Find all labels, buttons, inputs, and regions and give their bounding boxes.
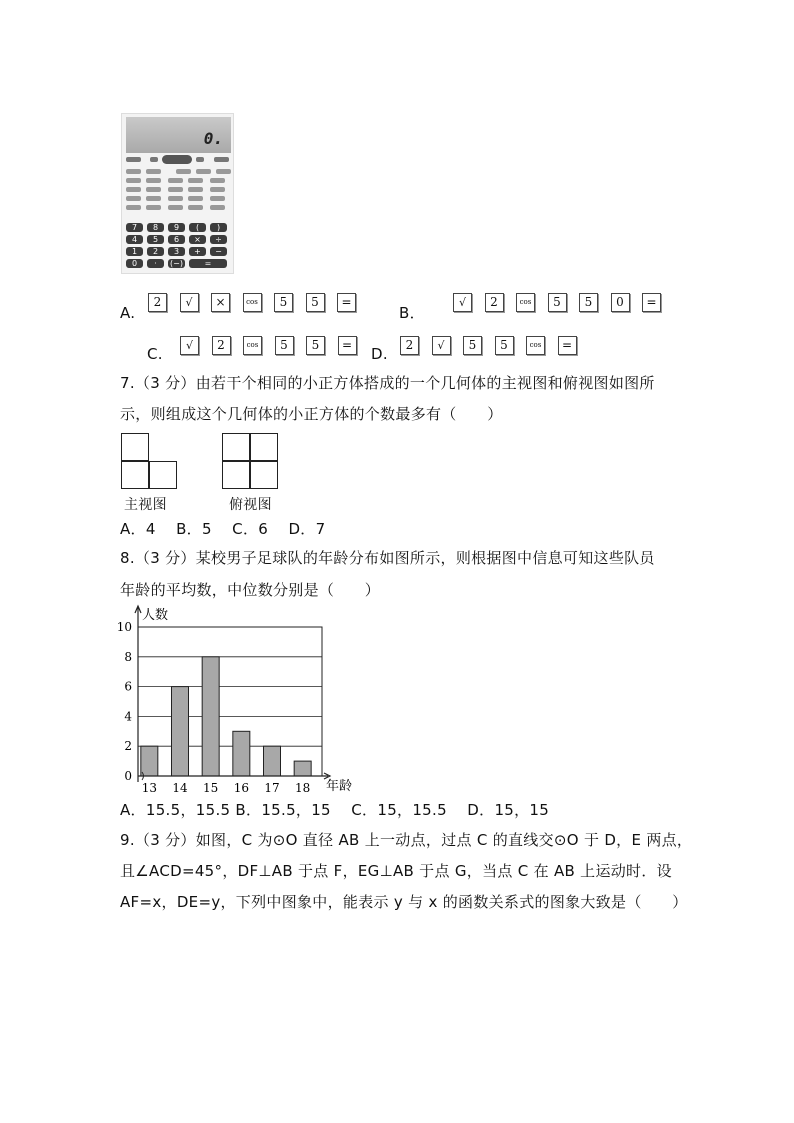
calculator-key: 2 bbox=[147, 247, 164, 256]
calculator-key: ÷ bbox=[210, 235, 227, 244]
chart-y-ticks bbox=[117, 620, 133, 783]
digit-2-key: 2 bbox=[400, 336, 419, 355]
digit-5-key: 5 bbox=[274, 293, 293, 312]
calculator-key: 4 bbox=[126, 235, 143, 244]
q9-line1: 9.（3 分）如图，C 为⊙O 直径 AB 上一动点，过点 C 的直线交⊙O 于 D，E 两点， bbox=[120, 831, 693, 849]
calculator-key: 7 bbox=[126, 223, 143, 232]
q9-line2: 且∠ACD=45°，DF⊥AB 于点 F，EG⊥AB 于点 G，当点 C 在 AB 上运动时．设 bbox=[120, 862, 672, 880]
equals-key: = bbox=[338, 336, 357, 355]
y-tick-label: 6 bbox=[124, 679, 132, 694]
digit-5-key: 5 bbox=[579, 293, 598, 312]
y-tick-label: 8 bbox=[124, 649, 132, 664]
y-tick-label: 10 bbox=[116, 620, 132, 634]
equals-key: = bbox=[558, 336, 577, 355]
calculator-key: − bbox=[210, 247, 227, 256]
calculator-key: · bbox=[147, 259, 164, 268]
q7-stem-line1: 7.（3 分）由若干个相同的小正方体搭成的一个几何体的主视图和俯视图如图所 bbox=[120, 374, 655, 392]
digit-5-key: 5 bbox=[548, 293, 567, 312]
bar bbox=[264, 746, 281, 776]
calculator-function-row bbox=[126, 157, 231, 163]
digit-5-key: 5 bbox=[463, 336, 482, 355]
q9-line3: AF=x，DE=y，下列中图象中，能表示 y 与 x 的函数关系式的图象大致是（ ） bbox=[120, 893, 688, 911]
q6-option-d-label: D. bbox=[371, 345, 388, 363]
cos-key: cos bbox=[243, 336, 262, 355]
calculator-image bbox=[121, 113, 234, 274]
digit-5-key: 5 bbox=[306, 336, 325, 355]
cos-key: cos bbox=[243, 293, 262, 312]
sqrt-key: √ bbox=[180, 293, 199, 312]
chart-x-ticks bbox=[142, 781, 311, 795]
digit-5-key: 5 bbox=[306, 293, 325, 312]
q6-option-c-label: C. bbox=[147, 345, 163, 363]
calculator-key: 5 bbox=[147, 235, 164, 244]
q8-options: A．15.5，15.5 B．15.5，15 C．15，15.5 D．15，15 bbox=[120, 801, 550, 819]
age-bar-chart bbox=[112, 604, 362, 796]
q7-front-view-label: 主视图 bbox=[124, 497, 167, 513]
multiply-key: × bbox=[211, 293, 230, 312]
bar bbox=[202, 657, 219, 776]
calculator-key: (−) bbox=[168, 259, 185, 268]
digit-5-key: 5 bbox=[275, 336, 294, 355]
equals-key: = bbox=[642, 293, 661, 312]
equals-key: = bbox=[337, 293, 356, 312]
plot-frame bbox=[138, 627, 322, 776]
sqrt-key: √ bbox=[180, 336, 199, 355]
digit-2-key: 2 bbox=[485, 293, 504, 312]
calculator-key: 8 bbox=[147, 223, 164, 232]
calculator-display: 0. bbox=[203, 129, 223, 148]
bar bbox=[233, 731, 250, 776]
bar bbox=[294, 761, 311, 776]
bar bbox=[172, 687, 189, 776]
q6-option-b-label: B． bbox=[399, 304, 425, 322]
y-axis-label: 人数 bbox=[142, 608, 169, 623]
calculator-screen bbox=[126, 117, 231, 153]
x-tick-label: 17 bbox=[264, 781, 280, 795]
x-axis-label: 年龄 bbox=[326, 779, 353, 794]
calculator-key: × bbox=[189, 235, 206, 244]
digit-2-key: 2 bbox=[148, 293, 167, 312]
x-tick-label: 16 bbox=[233, 781, 249, 795]
calculator-key: ) bbox=[210, 223, 227, 232]
chart-grid bbox=[138, 627, 322, 776]
calculator-key: + bbox=[189, 247, 206, 256]
digit-0-key: 0 bbox=[611, 293, 630, 312]
calculator-key: 6 bbox=[168, 235, 185, 244]
x-tick-label: 13 bbox=[141, 781, 157, 795]
bar bbox=[141, 746, 158, 776]
calculator-key: 9 bbox=[168, 223, 185, 232]
q8-stem-line2: 年龄的平均数，中位数分别是（ ） bbox=[120, 581, 381, 599]
x-tick-label: 18 bbox=[295, 781, 311, 795]
x-tick-label: 14 bbox=[172, 781, 188, 795]
calculator-key: = bbox=[189, 259, 227, 268]
q7-stem-line2: 示，则组成这个几何体的小正方体的个数最多有（ ） bbox=[120, 405, 503, 423]
sqrt-key: √ bbox=[432, 336, 451, 355]
calculator-key: 3 bbox=[168, 247, 185, 256]
q7-options: A．4 B．5 C．6 D．7 bbox=[120, 520, 326, 538]
sqrt-key: √ bbox=[453, 293, 472, 312]
digit-5-key: 5 bbox=[495, 336, 514, 355]
q6-option-a-label: A. bbox=[120, 304, 136, 322]
cos-key: cos bbox=[526, 336, 545, 355]
y-tick-label: 4 bbox=[124, 709, 132, 724]
calculator-key: 1 bbox=[126, 247, 143, 256]
q8-stem-line1: 8.（3 分）某校男子足球队的年龄分布如图所示，则根据图中信息可知这些队员 bbox=[120, 549, 655, 567]
q7-top-view-label: 俯视图 bbox=[229, 497, 272, 513]
y-tick-label: 0 bbox=[124, 769, 132, 783]
calculator-key: 0 bbox=[126, 259, 143, 268]
digit-2-key: 2 bbox=[212, 336, 231, 355]
cos-key: cos bbox=[516, 293, 535, 312]
y-tick-label: 2 bbox=[124, 739, 132, 754]
x-tick-label: 15 bbox=[203, 781, 219, 795]
calculator-key: ( bbox=[189, 223, 206, 232]
